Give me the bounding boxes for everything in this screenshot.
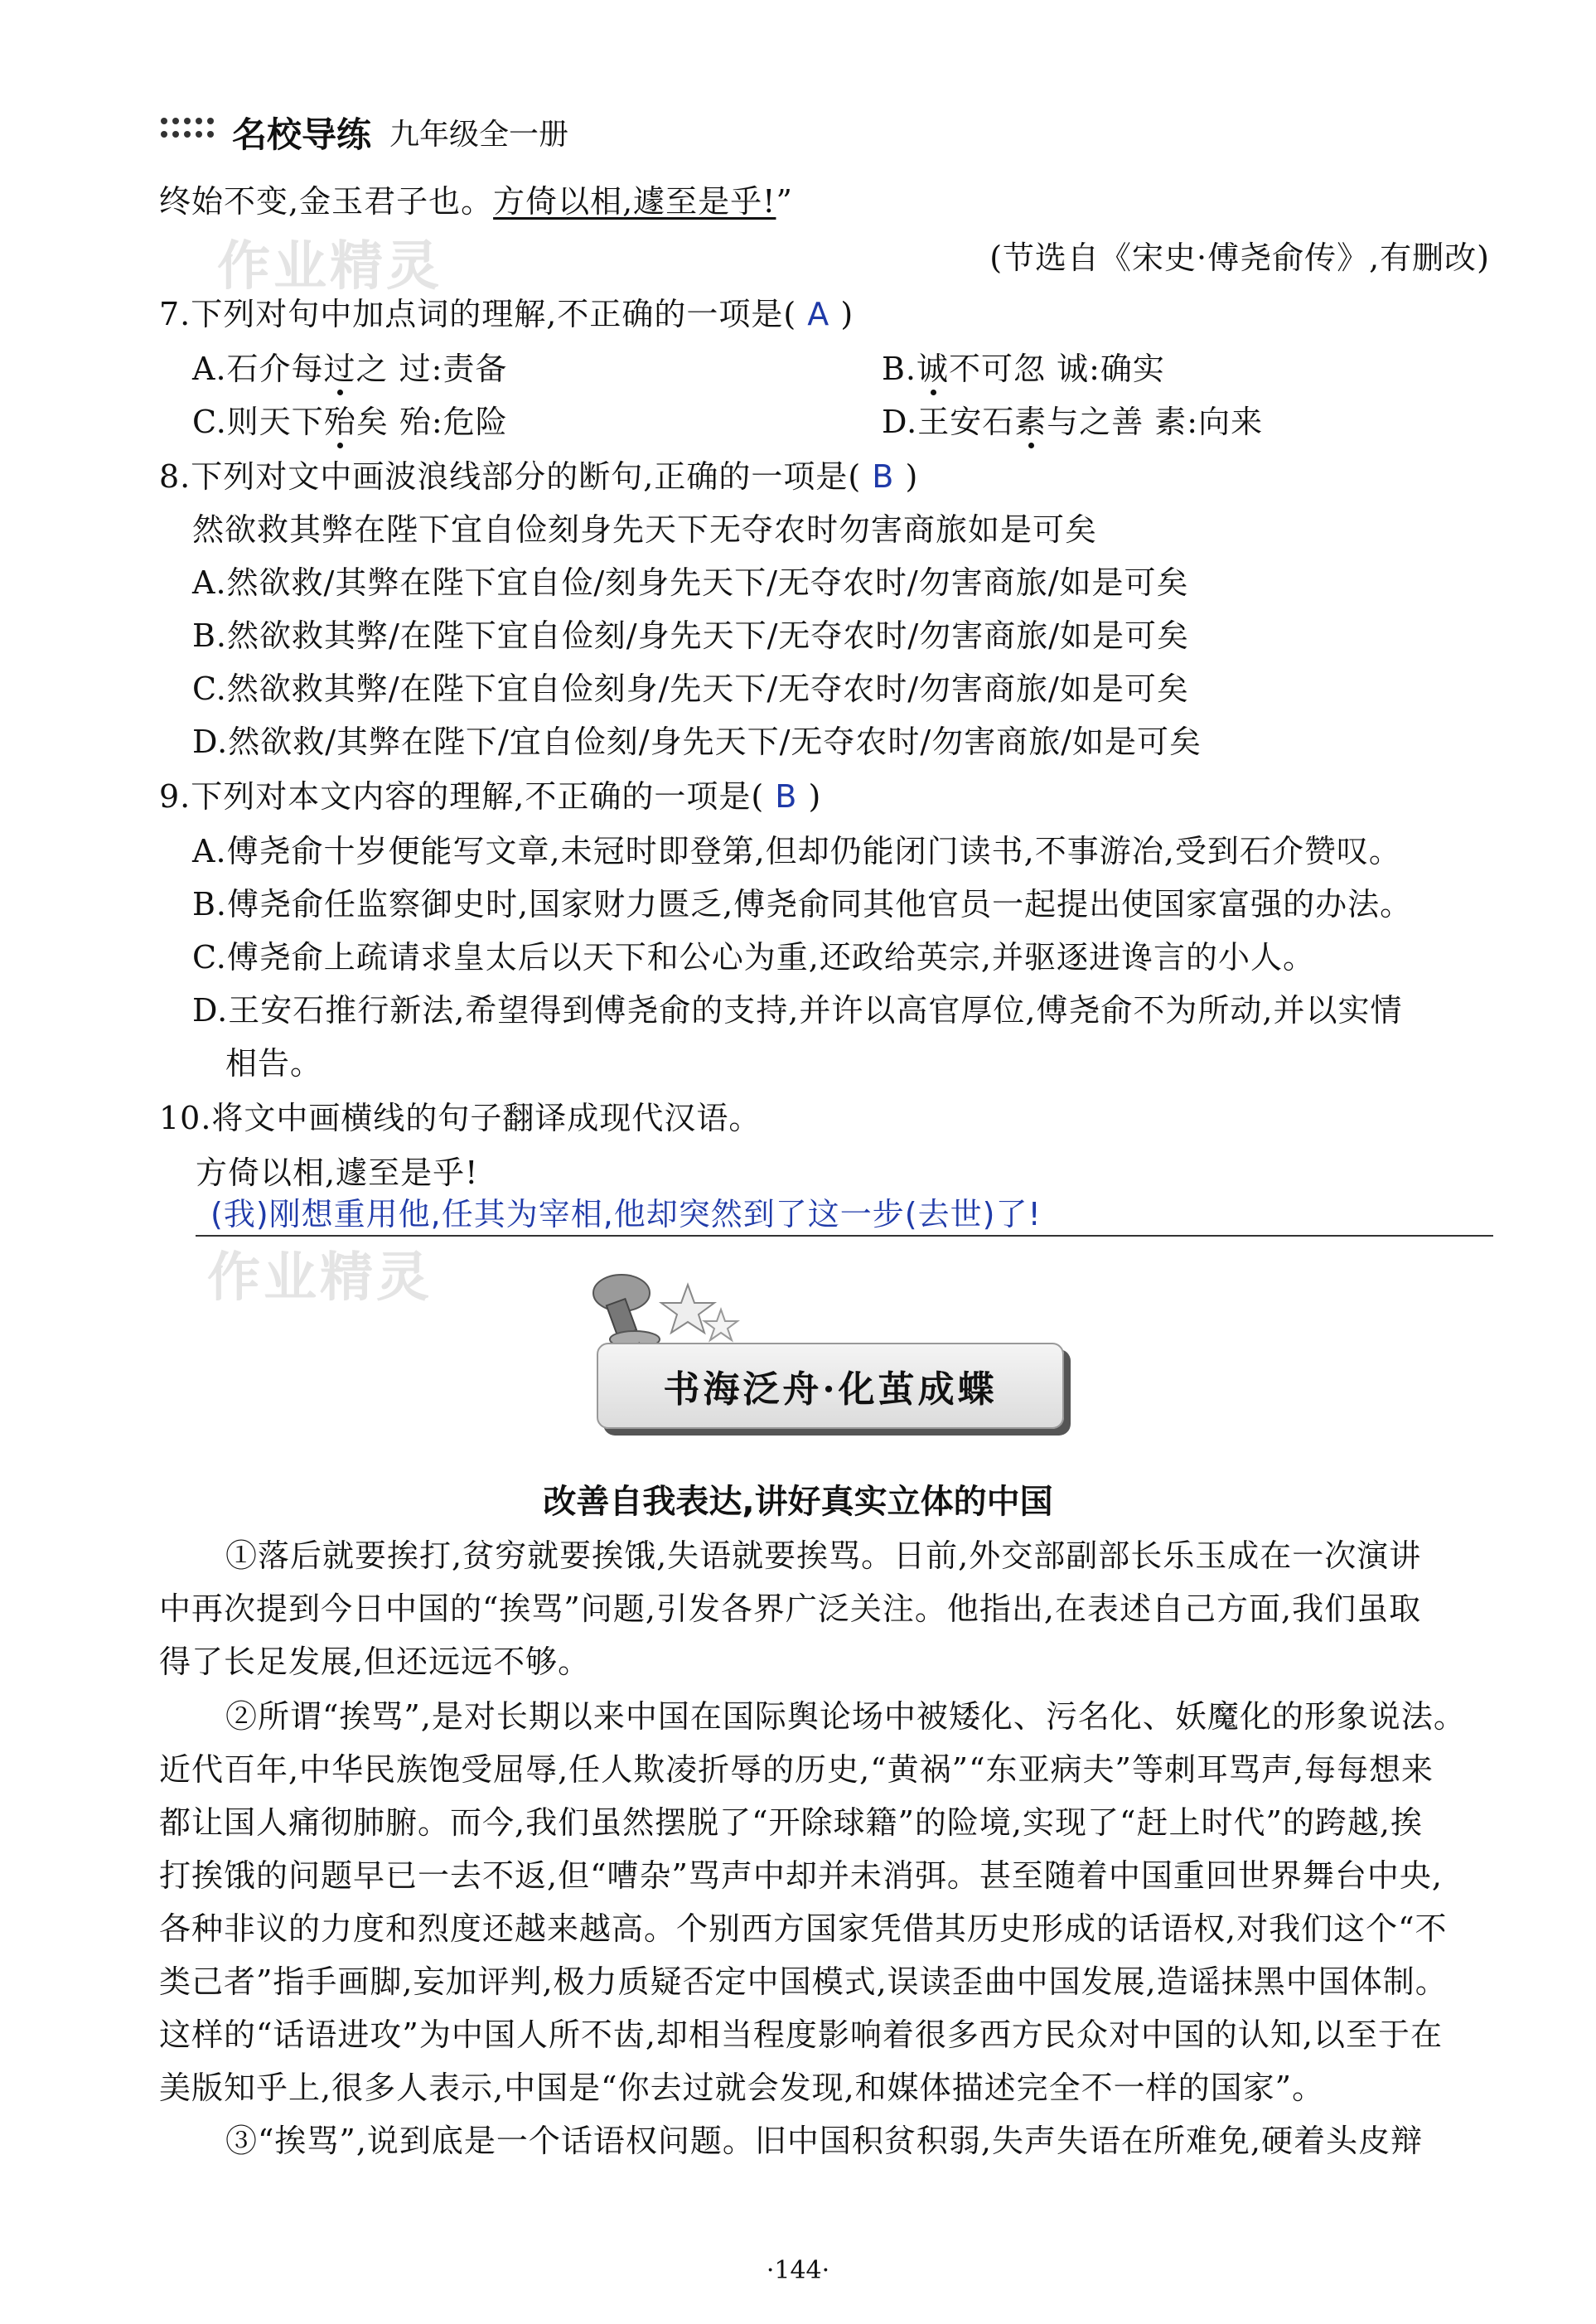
section-banner — [547, 1260, 1077, 1450]
header-grade: 九年级全一册 — [389, 118, 569, 152]
article-line: 类己者”指手画脚,妄加评判,极力质疑否定中国模式,误读歪曲中国发展,造谣抹黑中国体制。 — [159, 1963, 1448, 2000]
q8-option-c: C.然欲救其弊/在陛下宜自俭刻身/先天下/无夺农时/勿害商旅/如是可矣 — [192, 671, 1189, 707]
header-dots-icon — [159, 114, 225, 144]
watermark: 作业精灵 — [207, 1247, 433, 1309]
intro-line — [159, 176, 793, 221]
header-brand: 名校导练 — [232, 114, 372, 155]
article-line: 各种非议的力度和烈度还越来越高。个别西方国家凭借其历史形成的话语权,对我们这个“不 — [159, 1910, 1448, 1947]
q7-stem-text: 7.下列对句中加点词的理解,不正确的一项是( — [159, 296, 797, 332]
q8-answer: B — [872, 458, 895, 495]
q7-option-b: B.诚不可忽 诚:确实 — [882, 351, 1165, 387]
q8-sentence: 然欲救其弊在陛下宜自俭刻身先天下无夺农时勿害商旅如是可矣 — [192, 511, 1098, 548]
page-number: ·144· — [766, 2256, 830, 2285]
q8-option-b: B.然欲救其弊/在陛下宜自俭刻/身先天下/无夺农时/勿害商旅/如是可矣 — [192, 617, 1190, 654]
article-line: 这样的“话语进攻”为中国人所不齿,却相当程度影响着很多西方民众对中国的认知,以至于在 — [159, 2017, 1444, 2053]
q7-close: ) — [840, 296, 854, 332]
section-banner-label: 书海泛舟·化茧成蝶 — [597, 1343, 1064, 1429]
q10-sentence: 方倚以相,遽至是乎! — [196, 1155, 479, 1191]
source-note: (节选自《宋史·傅尧俞传》,有删改) — [989, 240, 1490, 276]
q7-option-d: D.王安石素与之善 素:向来 — [882, 404, 1264, 440]
q8-option-a: A.然欲救/其弊在陛下宜自俭/刻身先天下/无夺农时/勿害商旅/如是可矣 — [192, 564, 1189, 601]
article-line: 近代百年,中华民族饱受屈辱,任人欺凌折辱的历史,“黄祸”“东亚病夫”等刺耳骂声,每每想来 — [159, 1751, 1434, 1788]
article-line: ③“挨骂”,说到底是一个话语权问题。旧中国积贫积弱,失声失语在所难免,硬着头皮辩 — [225, 2123, 1424, 2159]
q9-option-a: A.傅尧俞十岁便能写文章,未冠时即登第,但却仍能闭门读书,不事游冶,受到石介赞叹。 — [192, 833, 1401, 869]
article-line: 都让国人痛彻肺腑。而今,我们虽然摆脱了“开除球籍”的险境,实现了“赶上时代”的跨越,挨 — [159, 1804, 1423, 1841]
emphasis-dot: 殆 — [323, 404, 356, 440]
article-line: 得了长足发展,但还远远不够。 — [159, 1644, 591, 1680]
emphasis-dot: 过 — [323, 351, 356, 387]
emphasis-dot: 素 — [1014, 404, 1047, 440]
q10-answer: (我)刚想重用他,任其为宰相,他却突然到了这一步(去世)了! — [210, 1196, 1042, 1232]
q7-answer: A — [807, 296, 830, 332]
q7-option-c: C.则天下殆矣 殆:危险 — [192, 404, 508, 440]
article-line: 打挨饿的问题早已一去不返,但“嘈杂”骂声中却并未消弭。甚至随着中国重回世界舞台中央, — [159, 1857, 1444, 1894]
q8-option-d: D.然欲救/其弊在陛下/宜自俭刻/身先天下/无夺农时/勿害商旅/如是可矣 — [192, 724, 1202, 760]
intro-line-end: ” — [776, 183, 793, 220]
article-line: ②所谓“挨骂”,是对长期以来中国在国际舆论场中被矮化、污名化、妖魔化的形象说法。 — [225, 1698, 1466, 1735]
q7-stem — [159, 288, 854, 334]
q7-option-a: A.石介每过之 过:责备 — [192, 351, 508, 387]
q9-answer: B — [775, 778, 798, 815]
q8-close: ) — [905, 458, 919, 495]
q9-close: ) — [808, 778, 822, 815]
q8-stem-text: 8.下列对文中画波浪线部分的断句,正确的一项是( — [159, 458, 862, 495]
article-title: 改善自我表达,讲好真实立体的中国 — [543, 1483, 1053, 1521]
q9-stem-text: 9.下列对本文内容的理解,不正确的一项是( — [159, 778, 765, 815]
q9-option-d: D.王安石推行新法,希望得到傅尧俞的支持,并许以高官厚位,傅尧俞不为所动,并以实情 — [192, 992, 1403, 1029]
answer-line — [196, 1235, 1493, 1237]
intro-line-start: 终始不变,金玉君子也。 — [159, 183, 494, 220]
intro-underlined-sentence: 方倚以相,遽至是乎! — [493, 183, 776, 220]
article-line: ①落后就要挨打,贫穷就要挨饿,失语就要挨骂。日前,外交部副部长乐玉成在一次演讲 — [225, 1537, 1422, 1574]
article-line: 中再次提到今日中国的“挨骂”问题,引发各界广泛关注。他指出,在表述自己方面,我们虽取 — [159, 1590, 1422, 1627]
article-line: 美版知乎上,很多人表示,中国是“你去过就会发现,和媒体描述完全不一样的国家”。 — [159, 2070, 1325, 2106]
q10-stem: 10.将文中画横线的句子翻译成现代汉语。 — [159, 1100, 762, 1136]
q8-stem — [159, 451, 918, 496]
emphasis-dot: 诚 — [916, 351, 950, 387]
q9-option-b: B.傅尧俞任监察御史时,国家财力匮乏,傅尧俞同其他官员一起提出使国家富强的办法。 — [192, 886, 1413, 922]
q9-option-c: C.傅尧俞上疏请求皇太后以天下和公心为重,还政给英宗,并驱逐进谗言的小人。 — [192, 939, 1315, 976]
q9-stem — [159, 771, 821, 816]
watermark: 作业精灵 — [217, 236, 443, 298]
q9-option-d-continued: 相告。 — [225, 1045, 323, 1082]
